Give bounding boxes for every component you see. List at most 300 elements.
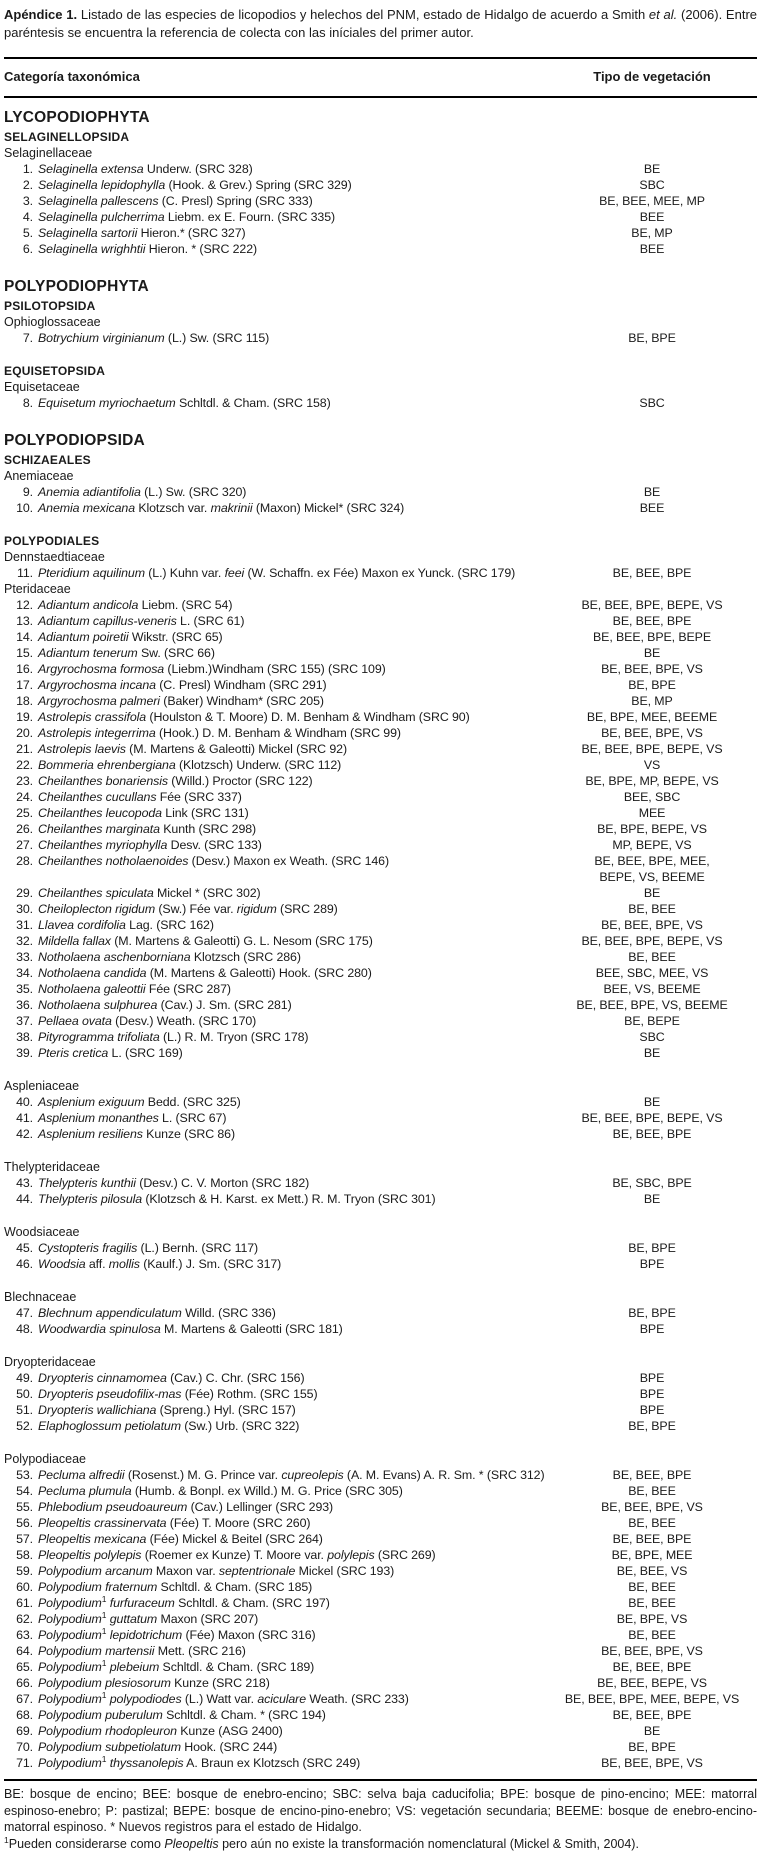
species-number: 3. <box>22 194 33 208</box>
appendix-caption: Apéndice 1. Listado de las especies de licopodios y helechos del PNM, estado de Hidalgo de acuerdo a Smith et al. (2006). Entre paréntesis se encuentra la referencia de colecta con las iníciales del primer autor. <box>4 7 757 40</box>
vegetation-types: BE, BEE <box>628 1484 676 1498</box>
species-number: 4. <box>22 210 33 224</box>
species-name: Argyrochosma incana (C. Presl) Windham (SRC 291) <box>38 678 327 692</box>
vegetation-types: BE, BEE, BPE, VS <box>601 1500 703 1514</box>
species-number: 41. <box>16 1111 33 1125</box>
divider-top <box>4 57 757 59</box>
species-name: Astrolepis crassifola (Houlston & T. Moore) D. M. Benham & Windham (SRC 90) <box>38 710 470 724</box>
species-name: Llavea cordifolia Lag. (SRC 162) <box>38 918 214 932</box>
vegetation-types: MP, BEPE, VS <box>612 838 692 852</box>
species-name: Cheilanthes notholaenoides (Desv.) Maxon ex Weath. (SRC 146) <box>38 854 389 868</box>
species-number: 43. <box>16 1176 33 1190</box>
species-number: 71. <box>16 1756 33 1770</box>
table-header-row <box>4 69 757 85</box>
vegetation-types: BE, BEE, BPE, BEPE <box>592 630 712 644</box>
species-number: 45. <box>16 1241 33 1255</box>
species-number: 35. <box>16 982 33 996</box>
vegetation-types: BPE <box>639 1257 665 1271</box>
subdivision-heading: POLYPODIALES <box>4 534 100 548</box>
vegetation-types: BE, BPE <box>628 1740 676 1754</box>
family-name: Pteridaceae <box>4 582 71 596</box>
vegetation-types: BE, BEE <box>628 950 676 964</box>
species-number: 24. <box>16 790 33 804</box>
species-number: 21. <box>16 742 33 756</box>
species-number: 52. <box>16 1419 33 1433</box>
vegetation-types: BPE <box>639 1387 665 1401</box>
vegetation-types: BE <box>643 1724 661 1738</box>
species-number: 50. <box>16 1387 33 1401</box>
species-number: 36. <box>16 998 33 1012</box>
vegetation-types: BE <box>643 646 661 660</box>
species-name: Anemia adiantifolia (L.) Sw. (SRC 320) <box>38 485 247 499</box>
species-number: 14. <box>16 630 33 644</box>
species-name: Polypodium$^1$ guttatum Maxon (SRC 207) <box>38 1609 259 1626</box>
species-name: Pleopeltis polylepis (Roemer ex Kunze) T. Moore var. polylepis (SRC 269) <box>38 1548 436 1562</box>
table-row <box>4 629 757 645</box>
species-name: Notholaena galeottii Fée (SRC 287) <box>38 982 231 996</box>
table-row <box>4 709 757 725</box>
species-name: Asplenium resiliens Kunze (SRC 86) <box>38 1127 235 1141</box>
vegetation-types: BE, BEE, BPE, MEE, BEPE, VS, BEEME <box>594 854 710 884</box>
table-row <box>4 1418 757 1434</box>
table-row <box>4 1191 757 1207</box>
table-row <box>4 1723 757 1739</box>
table-row <box>4 997 757 1013</box>
table-row <box>4 1755 757 1771</box>
species-name: Selaginella pallescens (C. Presl) Spring (SRC 333) <box>38 194 313 208</box>
species-number: 15. <box>16 646 33 660</box>
species-name: Thelypteris kunthii (Desv.) C. V. Morton (SRC 182) <box>38 1176 310 1190</box>
species-name: Polypodium$^1$ thyssanolepis A. Braun ex Klotzsch (SRC 249) <box>38 1753 361 1770</box>
table-row <box>4 1029 757 1045</box>
section-gap <box>4 1207 757 1224</box>
vegetation-types: BE, BEE, BPE <box>612 566 692 580</box>
table-row <box>4 1627 757 1643</box>
vegetation-types: BE, BEE, BPE <box>612 1660 692 1674</box>
section-gap <box>4 1337 757 1354</box>
species-name: Equisetum myriochaetum Schltdl. & Cham. (SRC 158) <box>38 396 331 410</box>
table-row <box>4 1547 757 1563</box>
species-name: Dryopteris wallichiana (Spreng.) Hyl. (SRC 157) <box>38 1403 296 1417</box>
table-row <box>4 613 757 629</box>
table-row <box>4 1370 757 1386</box>
vegetation-types: BE <box>643 162 661 176</box>
species-number: 7. <box>22 331 33 345</box>
table-row <box>4 1563 757 1579</box>
species-number: 8. <box>22 396 33 410</box>
vegetation-types: BEE, SBC <box>623 790 681 804</box>
table-row <box>4 853 757 885</box>
species-number: 55. <box>16 1500 33 1514</box>
species-name: Phlebodium pseudoaureum (Cav.) Lellinger (SRC 293) <box>38 1500 334 1514</box>
family-name: Anemiaceae <box>4 469 74 483</box>
vegetation-types: BE, BEE, BPE, BEPE, VS <box>581 598 723 612</box>
species-name: Asplenium monanthes L. (SRC 67) <box>38 1111 227 1125</box>
species-number: 69. <box>16 1724 33 1738</box>
species-name: Polypodium$^1$ furfuraceum Schltdl. & Cham. (SRC 197) <box>38 1593 330 1610</box>
species-name: Pecluma alfredii (Rosenst.) M. G. Prince var. cupreolepis (A. M. Evans) A. R. Sm. * (SRC 312) <box>38 1468 545 1482</box>
table-row <box>4 693 757 709</box>
species-number: 20. <box>16 726 33 740</box>
species-name: Adiantum tenerum Sw. (SRC 66) <box>38 646 215 660</box>
species-name: Adiantum andicola Liebm. (SRC 54) <box>38 598 233 612</box>
vegetation-types: BE, BPE <box>628 1419 676 1433</box>
vegetation-types: BPE <box>639 1322 665 1336</box>
vegetation-types: BPE <box>639 1403 665 1417</box>
species-name: Asplenium exiguum Bedd. (SRC 325) <box>38 1095 241 1109</box>
species-number: 27. <box>16 838 33 852</box>
vegetation-types: BE, BEE, BPE <box>612 1708 692 1722</box>
species-number: 67. <box>16 1692 33 1706</box>
species-name: Notholaena sulphurea (Cav.) J. Sm. (SRC 281) <box>38 998 292 1012</box>
vegetation-types: BE, BEE, BPE <box>612 1127 692 1141</box>
species-name: Botrychium virginianum (L.) Sw. (SRC 115) <box>38 331 270 345</box>
table-row <box>4 209 757 225</box>
table-row <box>4 677 757 693</box>
vegetation-types: BE, BPE, MP, BEPE, VS <box>585 774 719 788</box>
subdivision-heading: PSILOTOPSIDA <box>4 299 96 313</box>
species-name: Polypodium arcanum Maxon var. septentrionale Mickel (SRC 193) <box>38 1564 395 1578</box>
species-table-body <box>4 98 757 1771</box>
species-number: 33. <box>16 950 33 964</box>
species-name: Selaginella wrighhtii Hieron. * (SRC 222) <box>38 242 258 256</box>
table-row <box>4 805 757 821</box>
species-name: Polypodium plesiosorum Kunze (SRC 218) <box>38 1676 270 1690</box>
division-heading: POLYPODIOPHYTA <box>4 278 149 295</box>
divider-bottom <box>4 1779 757 1781</box>
vegetation-types: BE, BPE, MEE <box>611 1548 693 1562</box>
section-gap <box>4 516 757 533</box>
table-row <box>4 597 757 613</box>
species-name: Bommeria ehrenbergiana (Klotzsch) Underw. (SRC 112) <box>38 758 342 772</box>
species-number: 31. <box>16 918 33 932</box>
family-name: Dryopteridaceae <box>4 1355 96 1369</box>
vegetation-types: SBC <box>639 396 665 410</box>
vegetation-types: BE, BPE, BEPE, VS <box>597 822 707 836</box>
vegetation-types: BEE, SBC, MEE, VS <box>595 966 709 980</box>
family-name: Dennstaedtiaceae <box>4 550 105 564</box>
family-name: Woodsiaceae <box>4 1225 80 1239</box>
species-name: Adiantum capillus-veneris L. (SRC 61) <box>38 614 245 628</box>
vegetation-types: BE, BPE <box>628 678 676 692</box>
species-name: Cheilanthes myriophylla Desv. (SRC 133) <box>38 838 262 852</box>
vegetation-types: BE, SBC, BPE <box>612 1176 692 1190</box>
table-row <box>4 1595 757 1611</box>
vegetation-types: BPE <box>639 1371 665 1385</box>
species-name: Polypodium$^1$ polypodiodes (L.) Watt var. aciculare Weath. (SRC 233) <box>38 1689 409 1706</box>
section-gap <box>4 346 757 363</box>
vegetation-types: SBC <box>639 178 665 192</box>
species-name: Woodsia aff. mollis (Kaulf.) J. Sm. (SRC 317) <box>38 1257 282 1271</box>
vegetation-types: BE, BEE, BPE, BEPE, VS <box>581 1111 723 1125</box>
species-number: 59. <box>16 1564 33 1578</box>
division-heading: POLYPODIOPSIDA <box>4 432 145 449</box>
species-name: Pellaea ovata (Desv.) Weath. (SRC 170) <box>38 1014 257 1028</box>
table-row <box>4 484 757 500</box>
species-number: 34. <box>16 966 33 980</box>
species-name: Cheilanthes bonariensis (Willd.) Proctor (SRC 122) <box>38 774 313 788</box>
species-name: Mildella fallax (M. Martens & Galeotti) G. L. Nesom (SRC 175) <box>38 934 373 948</box>
vegetation-types: BE, BEE, BPE, BEPE, VS <box>581 934 723 948</box>
species-number: 40. <box>16 1095 33 1109</box>
table-row <box>4 661 757 677</box>
table-row <box>4 177 757 193</box>
section-gap <box>4 1061 757 1078</box>
species-number: 53. <box>16 1468 33 1482</box>
nomenclature-footnote: $^1$Pueden considerarse como Pleopeltis pero aún no existe la transformación nomenclatural (Mickel & Smith, 2004). <box>4 1834 639 1851</box>
species-number: 17. <box>16 678 33 692</box>
vegetation-types: BE, BEE <box>628 1580 676 1594</box>
section-gap <box>4 411 757 428</box>
family-name: Selaginellaceae <box>4 146 93 160</box>
species-number: 68. <box>16 1708 33 1722</box>
vegetation-types: BE, BEE, BEPE, VS <box>597 1676 707 1690</box>
species-name: Notholaena candida (M. Martens & Galeotti) Hook. (SRC 280) <box>38 966 372 980</box>
table-row <box>4 1659 757 1675</box>
species-name: Argyrochosma palmeri (Baker) Windham* (SRC 205) <box>38 694 324 708</box>
species-number: 11. <box>16 566 33 580</box>
family-name: Aspleniaceae <box>4 1079 80 1093</box>
species-number: 70. <box>16 1740 33 1754</box>
species-name: Argyrochosma formosa (Liebm.)Windham (SRC 155) (SRC 109) <box>38 662 386 676</box>
table-row <box>4 821 757 837</box>
table-row <box>4 949 757 965</box>
species-number: 28. <box>16 854 33 868</box>
vegetation-types: BE, BEE, BPE, VS <box>601 918 703 932</box>
subdivision-heading: SELAGINELLOPSIDA <box>4 130 130 144</box>
table-row <box>4 1256 757 1272</box>
table-row <box>4 1579 757 1595</box>
table-row <box>4 725 757 741</box>
vegetation-types: BE, BEE <box>628 1516 676 1530</box>
species-name: Cheilanthes marginata Kunth (SRC 298) <box>38 822 257 836</box>
species-name: Pleopeltis crassinervata (Fée) T. Moore (SRC 260) <box>38 1516 311 1530</box>
vegetation-types: BE, BEE, BPE <box>612 614 692 628</box>
species-number: 37. <box>16 1014 33 1028</box>
table-row <box>4 225 757 241</box>
species-number: 26. <box>16 822 33 836</box>
species-number: 62. <box>16 1612 33 1626</box>
species-number: 47. <box>16 1306 33 1320</box>
species-name: Pleopeltis mexicana (Fée) Mickel & Beitel (SRC 264) <box>38 1532 323 1546</box>
vegetation-types: BE <box>643 1095 661 1109</box>
species-name: Cystopteris fragilis (L.) Bernh. (SRC 117) <box>38 1241 259 1255</box>
species-name: Selaginella pulcherrima Liebm. ex E. Fourn. (SRC 335) <box>38 210 336 224</box>
species-name: Astrolepis laevis (M. Martens & Galeotti) Mickel (SRC 92) <box>38 742 347 756</box>
species-number: 22. <box>16 758 33 772</box>
family-name: Ophioglossaceae <box>4 315 101 329</box>
species-name: Polypodium martensii Mett. (SRC 216) <box>38 1644 246 1658</box>
vegetation-types: BE, BEE, BPE, VS, BEEME <box>576 998 728 1012</box>
vegetation-types: BE, BPE, MEE, BEEME <box>586 710 718 724</box>
family-name: Blechnaceae <box>4 1290 77 1304</box>
table-row <box>4 161 757 177</box>
vegetation-types: BE, BPE, VS <box>616 1612 688 1626</box>
species-number: 54. <box>16 1484 33 1498</box>
vegetation-types: BEE <box>639 242 665 256</box>
species-number: 6. <box>22 242 33 256</box>
species-name: Selaginella extensa Underw. (SRC 328) <box>38 162 253 176</box>
vegetation-types: BE, BEE, BPE, VS <box>601 726 703 740</box>
section-gap <box>4 1434 757 1451</box>
table-row <box>4 901 757 917</box>
vegetation-legend: BE: bosque de encino; BEE: bosque de enebro-encino; SBC: selva baja caducifolia; BPE: bosque de pino-encino; MEE: matorral espinoso-enebro; P: pastizal; BEPE: bosque de encino-pino-enebro; VS: vegetación secundaria; BEEME: bosque de enebro-encino-matorral espinoso. * Nuevos registros para el estado de Hidalgo. <box>4 1787 757 1834</box>
species-number: 65. <box>16 1660 33 1674</box>
species-number: 61. <box>16 1596 33 1610</box>
species-number: 48. <box>16 1322 33 1336</box>
table-row <box>4 1739 757 1755</box>
species-number: 30. <box>16 902 33 916</box>
table-row <box>4 1675 757 1691</box>
table-row <box>4 773 757 789</box>
vegetation-types: BE, MP <box>631 226 673 240</box>
table-row <box>4 1467 757 1483</box>
species-name: Polypodium fraternum Schltdl. & Cham. (SRC 185) <box>38 1580 313 1594</box>
species-name: Adiantum poiretii Wikstr. (SRC 65) <box>38 630 223 644</box>
species-number: 44. <box>16 1192 33 1206</box>
family-name: Thelypteridaceae <box>4 1160 100 1174</box>
species-name: Cheilanthes cucullans Fée (SRC 337) <box>38 790 242 804</box>
vegetation-types: BE, BEE, BPE, VS <box>601 1644 703 1658</box>
table-row <box>4 1321 757 1337</box>
species-name: Polypodium rhodopleuron Kunze (ASG 2400) <box>38 1724 283 1738</box>
species-number: 49. <box>16 1371 33 1385</box>
vegetation-types: BE, BPE <box>628 1306 676 1320</box>
species-number: 9. <box>22 485 33 499</box>
table-row <box>4 837 757 853</box>
species-name: Cheilanthes leucopoda Link (SRC 131) <box>38 806 249 820</box>
species-number: 64. <box>16 1644 33 1658</box>
family-name: Equisetaceae <box>4 380 80 394</box>
species-name: Thelypteris pilosula (Klotzsch & H. Karst. ex Mett.) R. M. Tryon (SRC 301) <box>38 1192 436 1206</box>
species-number: 63. <box>16 1628 33 1642</box>
vegetation-types: BE <box>643 886 661 900</box>
species-number: 51. <box>16 1403 33 1417</box>
table-row <box>4 1013 757 1029</box>
table-row <box>4 1386 757 1402</box>
species-number: 38. <box>16 1030 33 1044</box>
table-row <box>4 885 757 901</box>
species-number: 46. <box>16 1257 33 1271</box>
table-row <box>4 757 757 773</box>
vegetation-types: BEE, VS, BEEME <box>603 982 701 996</box>
species-name: Selaginella lepidophylla (Hook. & Grev.) Spring (SRC 329) <box>38 178 352 192</box>
table-row <box>4 1707 757 1723</box>
vegetation-types: BE, BEE, BPE, VS <box>601 1756 703 1770</box>
vegetation-types: BE, MP <box>631 694 673 708</box>
vegetation-types: BE, BEE <box>628 902 676 916</box>
vegetation-types: SBC <box>639 1030 665 1044</box>
species-name: Dryopteris pseudofilix-mas (Fée) Rothm. (SRC 155) <box>38 1387 318 1401</box>
species-name: Polypodium puberulum Schltdl. & Cham. * (SRC 194) <box>38 1708 326 1722</box>
table-row <box>4 1515 757 1531</box>
species-number: 1. <box>22 162 33 176</box>
species-name: Selaginella sartorii Hieron.* (SRC 327) <box>38 226 246 240</box>
species-name: Polypodium$^1$ plebeium Schltdl. & Cham. (SRC 189) <box>38 1657 315 1674</box>
table-row <box>4 1175 757 1191</box>
species-number: 23. <box>16 774 33 788</box>
vegetation-types: BEE <box>639 501 665 515</box>
table-row <box>4 1045 757 1061</box>
table-row <box>4 981 757 997</box>
vegetation-types: BE <box>643 485 661 499</box>
table-row <box>4 741 757 757</box>
species-number: 29. <box>16 886 33 900</box>
vegetation-types: BE, BEE, BPE, BEPE, VS <box>581 742 723 756</box>
table-row <box>4 645 757 661</box>
section-gap <box>4 1272 757 1289</box>
vegetation-types: BE, BEE <box>628 1596 676 1610</box>
table-row <box>4 1499 757 1515</box>
species-number: 25. <box>16 806 33 820</box>
species-number: 10. <box>16 501 33 515</box>
vegetation-types: BE <box>643 1046 661 1060</box>
species-number: 19. <box>16 710 33 724</box>
table-row <box>4 1531 757 1547</box>
table-row <box>4 1402 757 1418</box>
species-number: 12. <box>16 598 33 612</box>
species-name: Pecluma plumula (Humb. & Bonpl. ex Willd.) M. G. Price (SRC 305) <box>38 1484 403 1498</box>
species-number: 13. <box>16 614 33 628</box>
species-number: 66. <box>16 1676 33 1690</box>
vegetation-types: BE, BEE, BPE, MEE, BEPE, VS <box>564 1692 740 1706</box>
species-number: 32. <box>16 934 33 948</box>
species-number: 56. <box>16 1516 33 1530</box>
species-name: Cheilanthes spiculata Mickel * (SRC 302) <box>38 886 261 900</box>
species-name: Polypodium$^1$ lepidotrichum (Fée) Maxon (SRC 316) <box>38 1625 316 1642</box>
vegetation-types: BE, BEE <box>628 1628 676 1642</box>
section-gap <box>4 1142 757 1159</box>
species-number: 2. <box>22 178 33 192</box>
species-number: 39. <box>16 1046 33 1060</box>
vegetation-types: BE, BEE, BPE, VS <box>601 662 703 676</box>
species-name: Pteris cretica L. (SRC 169) <box>38 1046 183 1060</box>
table-row <box>4 789 757 805</box>
table-row <box>4 933 757 949</box>
table-row <box>4 330 757 346</box>
species-number: 60. <box>16 1580 33 1594</box>
subdivision-heading: EQUISETOPSIDA <box>4 364 106 378</box>
table-row <box>4 917 757 933</box>
vegetation-types: BE <box>643 1192 661 1206</box>
vegetation-types: VS <box>643 758 661 772</box>
vegetation-types: BEE <box>639 210 665 224</box>
table-row <box>4 241 757 257</box>
column-header-taxonomy: Categoría taxonómica <box>4 69 140 84</box>
species-name: Pityrogramma trifoliata (L.) R. M. Tryon (SRC 178) <box>38 1030 309 1044</box>
vegetation-types: BE, BEE, VS <box>616 1564 688 1578</box>
species-name: Astrolepis integerrima (Hook.) D. M. Benham & Windham (SRC 99) <box>38 726 401 740</box>
species-number: 42. <box>16 1127 33 1141</box>
species-name: Dryopteris cinnamomea (Cav.) C. Chr. (SRC 156) <box>38 1371 305 1385</box>
vegetation-types: BE, BEE, BPE <box>612 1532 692 1546</box>
table-row <box>4 395 757 411</box>
table-row <box>4 1483 757 1499</box>
family-name: Polypodiaceae <box>4 1452 87 1466</box>
table-row <box>4 1611 757 1627</box>
table-row <box>4 1305 757 1321</box>
subdivision-heading: SCHIZAEALES <box>4 453 91 467</box>
vegetation-types: BE, BPE <box>628 1241 676 1255</box>
species-name: Elaphoglossum petiolatum (Sw.) Urb. (SRC 322) <box>38 1419 300 1433</box>
species-number: 57. <box>16 1532 33 1546</box>
species-number: 18. <box>16 694 33 708</box>
vegetation-types: MEE <box>638 806 666 820</box>
table-row <box>4 965 757 981</box>
species-name: Anemia mexicana Klotzsch var. makrinii (Maxon) Mickel* (SRC 324) <box>38 501 405 515</box>
species-name: Cheiloplecton rigidum (Sw.) Fée var. rigidum (SRC 289) <box>38 902 338 916</box>
table-row <box>4 500 757 516</box>
